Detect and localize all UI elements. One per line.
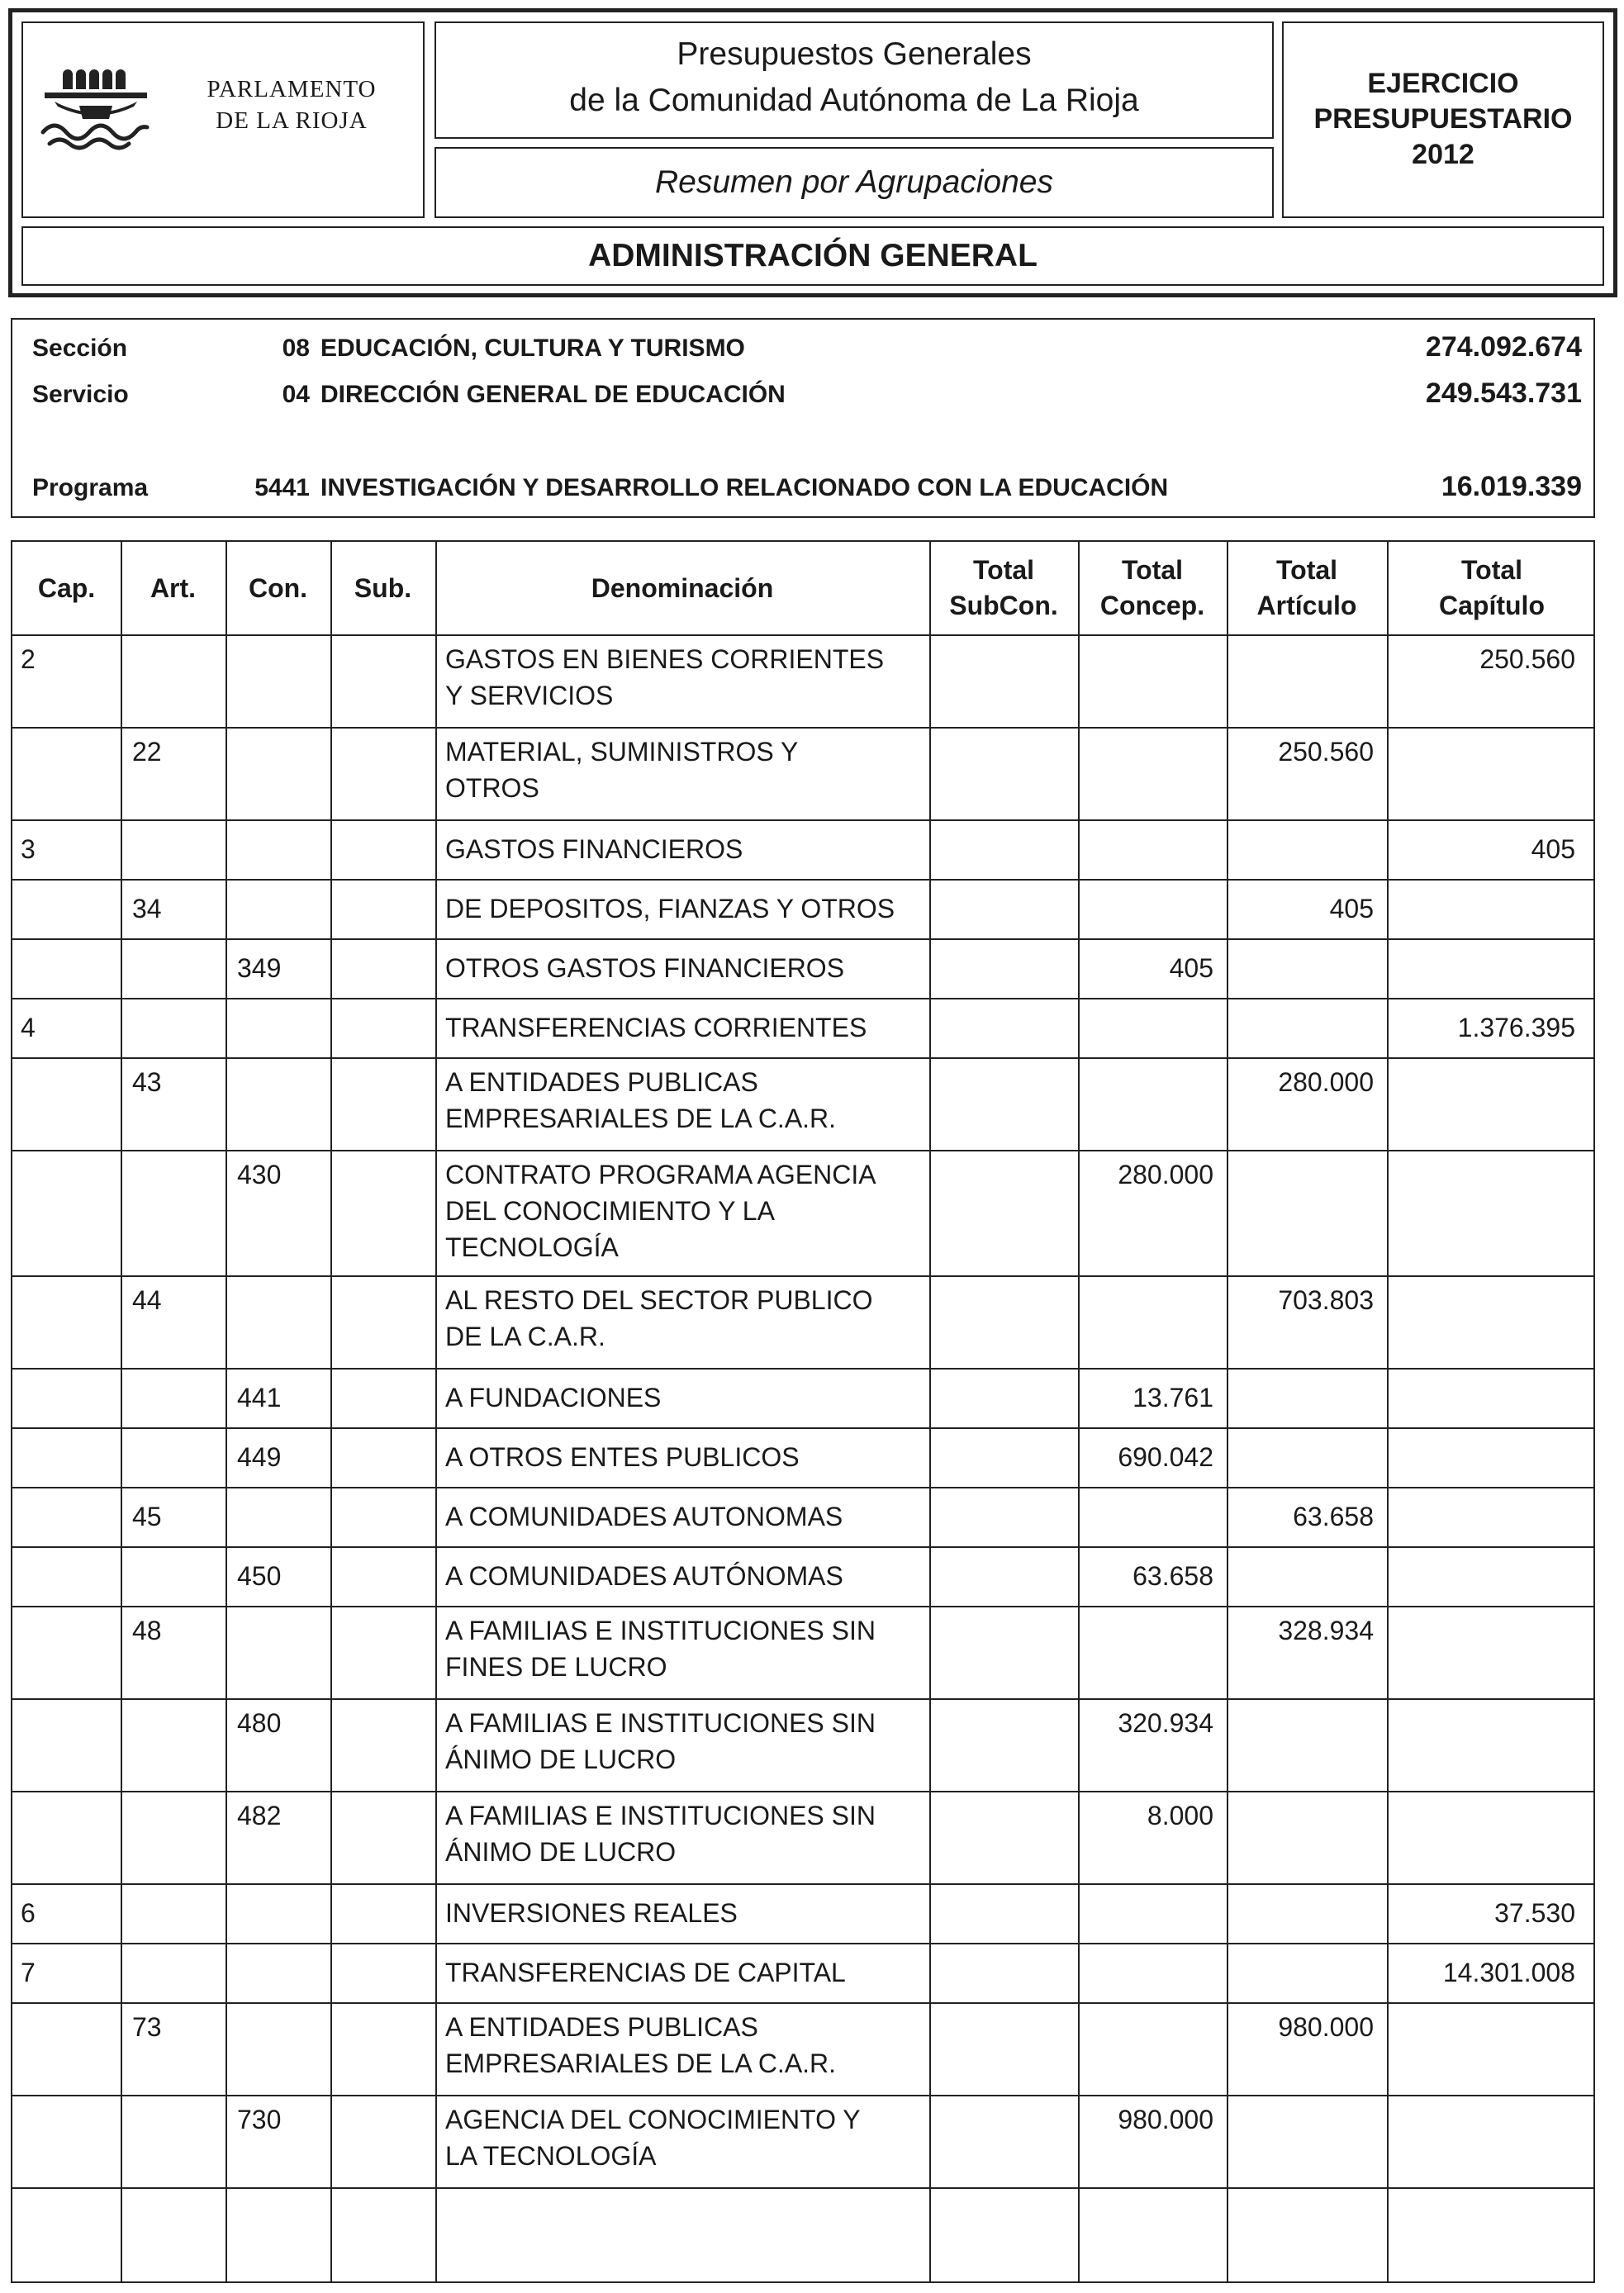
- cell-con: 450: [237, 1561, 282, 1591]
- cell-total-articulo: 980.000: [1278, 2012, 1374, 2042]
- column-divider: [330, 542, 332, 2281]
- header-denominacion: Denominación: [591, 572, 774, 603]
- seccion-code: 08: [282, 335, 310, 362]
- cell-cap: 4: [21, 1013, 36, 1042]
- servicio-label: Servicio: [32, 381, 129, 408]
- title-line2: de la Comunidad Autónoma de La Rioja: [569, 83, 1139, 118]
- header-sub: Sub.: [354, 572, 412, 603]
- cell-total-capitulo: 250.560: [1479, 644, 1575, 674]
- header-total-articulo: [1227, 542, 1387, 634]
- header-total-articulo-l2: Artículo: [1256, 591, 1357, 620]
- column-divider: [435, 542, 437, 2281]
- header-total-subcon-l2: SubCon.: [949, 591, 1058, 620]
- cell-total-articulo: 703.803: [1278, 1285, 1374, 1315]
- cell-con: 730: [237, 2105, 282, 2134]
- header-con: Con.: [248, 572, 308, 603]
- header-total-subcon: [929, 542, 1078, 634]
- cell-denominacion: TRANSFERENCIAS CORRIENTES: [445, 1013, 867, 1042]
- header-total-capitulo: [1387, 542, 1597, 634]
- row-divider: [12, 1606, 1593, 1607]
- cell-cap: 6: [21, 1898, 36, 1928]
- fiscal-year: 2012: [1412, 139, 1474, 170]
- cell-total-capitulo: 1.376.395: [1457, 1013, 1575, 1042]
- header-total-subcon-l1: Total: [972, 555, 1035, 585]
- header-cap: Cap.: [37, 572, 96, 603]
- header-total-concep: [1078, 542, 1227, 634]
- cell-denominacion: ÁNIMO DE LUCRO: [445, 1745, 677, 1774]
- servicio-code: 04: [282, 381, 310, 408]
- cell-art: 73: [132, 2012, 162, 2042]
- row-divider: [12, 1368, 1593, 1370]
- cell-denominacion: A FAMILIAS E INSTITUCIONES SIN: [445, 1801, 876, 1830]
- parliament-logo-icon: [38, 56, 154, 155]
- cell-total-capitulo: 37.530: [1494, 1898, 1575, 1928]
- programa-name: INVESTIGACIÓN Y DESARROLLO RELACIONADO CON LA EDUCACIÓN: [321, 474, 1169, 501]
- row-divider: [12, 2095, 1593, 2096]
- row-divider: [12, 2187, 1593, 2189]
- cell-total-articulo: 280.000: [1278, 1067, 1374, 1097]
- ejercicio-box: [1282, 21, 1604, 218]
- cell-cap: 2: [21, 644, 36, 674]
- cell-con: 482: [237, 1801, 282, 1830]
- row-divider: [12, 1487, 1593, 1488]
- cell-denominacion: ÁNIMO DE LUCRO: [445, 1837, 677, 1867]
- column-divider: [929, 542, 931, 2281]
- presupuestario-label: PRESUPUESTARIO: [1313, 103, 1573, 135]
- column-divider: [1387, 542, 1389, 2281]
- cell-denominacion: OTROS: [445, 773, 539, 803]
- cell-denominacion: AGENCIA DEL CONOCIMIENTO Y: [445, 2105, 861, 2134]
- programa-label: Programa: [32, 474, 149, 501]
- cell-con: 480: [237, 1708, 282, 1738]
- header-total-concep-l1: Total: [1121, 555, 1184, 585]
- cell-art: 43: [132, 1067, 162, 1097]
- cell-cap: 7: [21, 1958, 36, 1987]
- cell-denominacion: TRANSFERENCIAS DE CAPITAL: [445, 1958, 846, 1987]
- row-divider: [12, 1698, 1593, 1700]
- cell-total-concep: 8.000: [1147, 1801, 1213, 1830]
- cell-denominacion: INVERSIONES REALES: [445, 1898, 738, 1928]
- cell-denominacion: A FUNDACIONES: [445, 1383, 662, 1412]
- column-divider: [226, 542, 227, 2281]
- cell-con: 441: [237, 1383, 282, 1412]
- seccion-name: EDUCACIÓN, CULTURA Y TURISMO: [321, 335, 745, 362]
- cell-con: 449: [237, 1442, 282, 1472]
- cell-total-concep: 13.761: [1133, 1383, 1213, 1412]
- cell-denominacion: GASTOS FINANCIEROS: [445, 834, 743, 864]
- subtitle: Resumen por Agrupaciones: [655, 164, 1053, 200]
- seccion-amount: 274.092.674: [1425, 331, 1582, 363]
- cell-total-capitulo: 14.301.008: [1442, 1958, 1575, 1987]
- cell-total-concep: 405: [1169, 953, 1213, 983]
- section-title: ADMINISTRACIÓN GENERAL: [588, 238, 1038, 273]
- row-divider: [12, 1791, 1593, 1792]
- logo-box: [21, 21, 425, 218]
- budget-table: [11, 540, 1595, 2283]
- cell-total-concep: 63.658: [1133, 1561, 1213, 1591]
- budget-info-box: [11, 318, 1595, 518]
- cell-art: 44: [132, 1285, 162, 1315]
- cell-denominacion: A COMUNIDADES AUTONOMAS: [445, 1502, 843, 1531]
- cell-total-concep: 980.000: [1118, 2105, 1213, 2134]
- cell-art: 34: [132, 894, 162, 923]
- programa-amount: 16.019.339: [1441, 471, 1582, 502]
- row-divider: [12, 998, 1593, 999]
- cell-total-capitulo: 405: [1531, 834, 1575, 864]
- cell-total-concep: 280.000: [1118, 1160, 1213, 1189]
- row-divider: [12, 1427, 1593, 1429]
- cell-art: 48: [132, 1616, 162, 1645]
- cell-denominacion: MATERIAL, SUMINISTROS Y: [445, 737, 799, 767]
- title-line1: Presupuestos Generales: [677, 36, 1032, 72]
- row-divider: [12, 1057, 1593, 1059]
- row-divider: [12, 1275, 1593, 1277]
- header-art: Art.: [150, 572, 197, 603]
- header-total-capitulo-l2: Capítulo: [1439, 591, 1545, 620]
- cell-con: 430: [237, 1160, 282, 1189]
- servicio-name: DIRECCIÓN GENERAL DE EDUCACIÓN: [321, 381, 786, 408]
- cell-denominacion: GASTOS EN BIENES CORRIENTES: [445, 644, 885, 674]
- cell-total-concep: 690.042: [1118, 1442, 1213, 1472]
- admin-box: [21, 226, 1604, 286]
- title-box: [434, 21, 1274, 139]
- ejercicio-label: EJERCICIO: [1367, 68, 1519, 99]
- org-name-line2: DE LA RIOJA: [216, 107, 368, 134]
- seccion-label: Sección: [32, 335, 128, 362]
- cell-denominacion: CONTRATO PROGRAMA AGENCIA: [445, 1160, 876, 1189]
- cell-denominacion: DEL CONOCIMIENTO Y LA: [445, 1196, 775, 1226]
- cell-denominacion: TECNOLOGÍA: [445, 1232, 619, 1262]
- row-divider: [12, 1883, 1593, 1885]
- cell-denominacion: A FAMILIAS E INSTITUCIONES SIN: [445, 1616, 876, 1645]
- cell-denominacion: DE LA C.A.R.: [445, 1322, 605, 1351]
- row-divider: [12, 879, 1593, 881]
- subtitle-box: [434, 147, 1274, 218]
- cell-denominacion: A ENTIDADES PUBLICAS: [445, 1067, 758, 1097]
- row-divider: [12, 1943, 1593, 1944]
- row-divider: [12, 1546, 1593, 1548]
- row-divider: [12, 938, 1593, 940]
- column-divider: [121, 542, 122, 2281]
- cell-denominacion: Y SERVICIOS: [445, 681, 614, 710]
- row-divider: [12, 1150, 1593, 1151]
- cell-denominacion: DE DEPOSITOS, FIANZAS Y OTROS: [445, 894, 895, 923]
- cell-total-articulo: 63.658: [1293, 1502, 1374, 1531]
- programa-code: 5441: [254, 474, 310, 501]
- cell-denominacion: FINES DE LUCRO: [445, 1652, 667, 1682]
- cell-total-articulo: 328.934: [1278, 1616, 1374, 1645]
- cell-denominacion: OTROS GASTOS FINANCIEROS: [445, 953, 845, 983]
- cell-denominacion: A FAMILIAS E INSTITUCIONES SIN: [445, 1708, 876, 1738]
- cell-total-concep: 320.934: [1118, 1708, 1213, 1738]
- cell-denominacion: EMPRESARIALES DE LA C.A.R.: [445, 2049, 837, 2078]
- cell-cap: 3: [21, 834, 36, 864]
- cell-total-articulo: 250.560: [1278, 737, 1374, 767]
- header-total-articulo-l1: Total: [1275, 555, 1338, 585]
- row-divider: [12, 819, 1593, 821]
- cell-art: 22: [132, 737, 162, 767]
- row-divider: [12, 634, 1593, 636]
- cell-denominacion: LA TECNOLOGÍA: [445, 2141, 657, 2171]
- cell-denominacion: A COMUNIDADES AUTÓNOMAS: [445, 1561, 843, 1591]
- cell-total-articulo: 405: [1329, 894, 1374, 923]
- cell-denominacion: A OTROS ENTES PUBLICOS: [445, 1442, 800, 1472]
- cell-denominacion: A ENTIDADES PUBLICAS: [445, 2012, 758, 2042]
- header-total-capitulo-l1: Total: [1460, 555, 1523, 585]
- row-divider: [12, 727, 1593, 729]
- cell-con: 349: [237, 953, 282, 983]
- header-total-concep-l2: Concep.: [1099, 591, 1205, 620]
- cell-denominacion: AL RESTO DEL SECTOR PUBLICO: [445, 1285, 873, 1315]
- cell-art: 45: [132, 1502, 162, 1531]
- servicio-amount: 249.543.731: [1425, 377, 1582, 409]
- cell-denominacion: EMPRESARIALES DE LA C.A.R.: [445, 1104, 837, 1133]
- row-divider: [12, 2002, 1593, 2004]
- org-name-line1: PARLAMENTO: [207, 76, 377, 102]
